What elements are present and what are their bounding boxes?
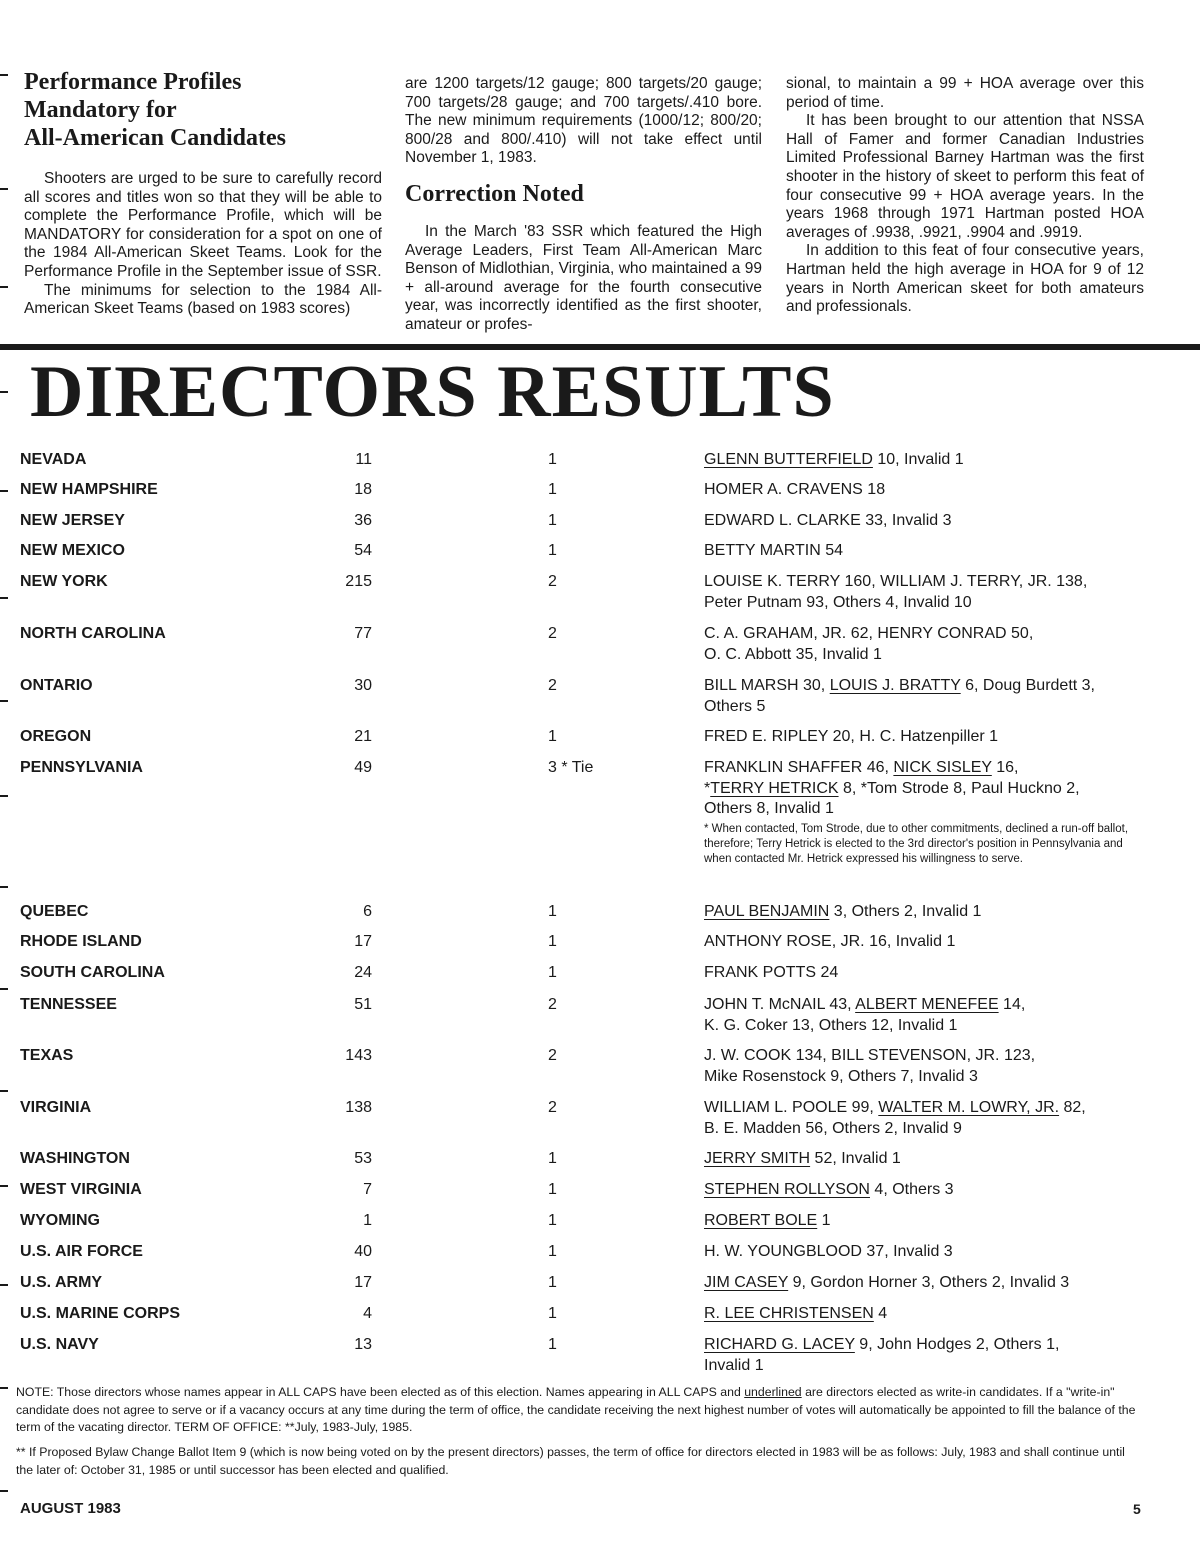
candidate-line <box>704 593 1144 614</box>
write-in-candidate: R. LEE CHRISTENSEN <box>704 1305 874 1322</box>
candidate-line <box>704 779 1144 800</box>
seats-count: 1 <box>548 903 557 920</box>
vote-total: 51 <box>354 996 372 1013</box>
state-name: QUEBEC <box>20 903 89 920</box>
candidate-line <box>704 1180 1144 1201</box>
write-in-candidate: GLENN BUTTERFIELD <box>704 451 873 468</box>
page-number: 5 <box>1133 1501 1141 1517</box>
candidate-text: K. G. Coker 13, Others 12, Invalid 1 <box>704 1016 958 1034</box>
seats-count: 1 <box>548 512 557 529</box>
seats-count: 1 <box>548 964 557 981</box>
state-name: WYOMING <box>20 1212 100 1229</box>
candidate-text: FRED E. RIPLEY 20, H. C. Hatzenpiller 1 <box>704 728 999 745</box>
candidate-text: WILLIAM L. POOLE 99, <box>704 1099 879 1116</box>
vote-total: 21 <box>354 728 372 745</box>
candidate-text: Others 8, Invalid 1 <box>704 800 834 817</box>
page-title: DIRECTORS RESULTS <box>30 351 835 433</box>
profiles-heading-line1: Performance Profiles <box>24 69 242 95</box>
candidate-line <box>704 902 1144 923</box>
candidate-line <box>704 1046 1144 1067</box>
write-in-candidate: TERRY HETRICK <box>710 779 839 797</box>
state-name: U.S. ARMY <box>20 1274 103 1291</box>
candidate-text: B. E. Madden 56, Others 2, Invalid 9 <box>704 1119 962 1137</box>
seats-count: 1 <box>548 728 557 745</box>
candidate-results <box>704 932 1144 953</box>
margin-mark <box>0 391 8 393</box>
candidate-results <box>704 572 1144 613</box>
candidate-results <box>704 541 1144 562</box>
write-in-candidate: NICK SISLEY <box>893 759 992 776</box>
candidate-line <box>704 1356 1144 1377</box>
candidate-results <box>704 1211 1144 1232</box>
state-name: WEST VIRGINIA <box>20 1181 142 1198</box>
candidate-results <box>704 1180 1144 1201</box>
candidate-text: Others 5 <box>704 697 766 715</box>
correction-heading: Correction Noted <box>405 181 584 207</box>
candidate-line <box>704 450 1144 471</box>
candidate-text: FRANK POTTS 24 <box>704 964 839 981</box>
candidate-results <box>704 995 1144 1036</box>
candidate-line <box>704 727 1144 748</box>
vote-total: 49 <box>354 759 372 776</box>
vote-total: 1 <box>363 1212 372 1229</box>
election-note-underlined-word: underlined <box>744 1385 802 1399</box>
vote-total: 53 <box>354 1150 372 1167</box>
candidate-results <box>704 511 1144 532</box>
correction-continuation <box>786 75 1144 317</box>
seats-count: 1 <box>548 451 557 468</box>
candidate-text: 9, Gordon Horner 3, Others 2, Invalid 3 <box>788 1274 1070 1291</box>
candidate-line <box>704 932 1144 953</box>
candidate-text: HOMER A. CRAVENS 18 <box>704 481 886 498</box>
seats-count: 1 <box>548 1150 557 1167</box>
vote-total: 17 <box>354 1274 372 1291</box>
profiles-paragraph-2-continued: are 1200 targets/12 gauge; 800 targets/20 gauge; 700 targets/28 gauge; and 700 targets/.410 bore. The new minimum requirements (1000/12; 800/20; 800/28 and 800/.410) will not take effect until November 1, 1983. <box>405 75 762 167</box>
profiles-heading-line2: Mandatory for <box>24 97 177 123</box>
vote-total: 77 <box>354 625 372 642</box>
candidate-text: JOHN T. McNAIL 43, <box>704 996 856 1013</box>
candidate-text: Invalid 1 <box>704 1356 764 1374</box>
candidate-results <box>704 902 1144 923</box>
seats-count: 1 <box>548 481 557 498</box>
candidate-line <box>704 1067 1144 1088</box>
candidate-line <box>704 1098 1144 1119</box>
seats-count: 1 <box>548 542 557 559</box>
margin-mark <box>0 795 8 797</box>
write-in-candidate: WALTER M. LOWRY, JR. <box>878 1099 1060 1116</box>
vote-total: 143 <box>345 1047 372 1064</box>
seats-count: 1 <box>548 1212 557 1229</box>
candidate-text: * <box>704 779 711 797</box>
candidate-line <box>704 645 1144 666</box>
candidate-line <box>704 624 1144 645</box>
footer-issue-date: AUGUST 1983 <box>20 1500 121 1517</box>
state-name: NEW YORK <box>20 573 108 590</box>
candidate-text: Peter Putnam 93, Others 4, Invalid 10 <box>704 593 972 611</box>
bylaw-note: ** If Proposed Bylaw Change Ballot Item 9 (which is now being voted on by the present directors) passes, the term of office for directors elected in 1983 will be as follows: July, 1983 and shall continue until the later of: October 31, 1985 or until successor has been elected and qualified. <box>16 1445 1125 1477</box>
seats-count: 1 <box>548 1305 557 1322</box>
margin-mark <box>0 1284 8 1286</box>
state-name: WASHINGTON <box>20 1150 130 1167</box>
candidate-results <box>704 480 1144 501</box>
seats-count: 1 <box>548 1274 557 1291</box>
correction-body <box>405 223 762 335</box>
seats-count: 1 <box>548 1336 557 1353</box>
seats-count: 2 <box>548 1047 557 1064</box>
state-name: PENNSYLVANIA <box>20 759 143 776</box>
vote-total: 13 <box>354 1336 372 1353</box>
candidate-line <box>704 1335 1144 1356</box>
candidate-results <box>704 963 1144 984</box>
candidate-text: 8, *Tom Strode 8, Paul Huckno 2, <box>838 779 1080 797</box>
vote-total: 30 <box>354 677 372 694</box>
candidate-results <box>704 727 1144 748</box>
candidate-line <box>704 480 1144 501</box>
candidate-results <box>704 1149 1144 1170</box>
profiles-heading <box>24 68 384 152</box>
candidate-line <box>704 799 1144 820</box>
candidate-text: BILL MARSH 30, <box>704 677 830 694</box>
vote-total: 54 <box>354 542 372 559</box>
seats-count: 1 <box>548 933 557 950</box>
profiles-continuation <box>405 75 762 168</box>
correction-paragraph-1-continued: sional, to maintain a 99 + HOA average over this period of time. <box>786 75 1144 111</box>
margin-mark <box>0 1090 8 1092</box>
seats-count: 2 <box>548 996 557 1013</box>
vote-total: 6 <box>363 903 372 920</box>
margin-mark <box>0 188 8 190</box>
vote-total: 11 <box>355 451 372 468</box>
candidate-text: O. C. Abbott 35, Invalid 1 <box>704 645 882 663</box>
candidate-results <box>704 1304 1144 1325</box>
state-name: TEXAS <box>20 1047 74 1064</box>
margin-mark <box>0 886 8 888</box>
write-in-candidate: JIM CASEY <box>704 1274 789 1291</box>
candidate-line <box>704 1273 1144 1294</box>
vote-total: 24 <box>354 964 372 981</box>
candidate-text: 16, <box>991 759 1019 776</box>
margin-mark <box>0 1387 8 1389</box>
state-name: RHODE ISLAND <box>20 933 142 950</box>
candidate-results <box>704 1046 1144 1087</box>
candidate-text: LOUISE K. TERRY 160, WILLIAM J. TERRY, JR. 138, <box>704 573 1088 590</box>
election-note-part-a: NOTE: Those directors whose names appear in ALL CAPS have been elected as of this election. Names appearing in ALL CAPS and <box>16 1385 745 1399</box>
section-divider <box>0 344 1200 350</box>
candidate-line <box>704 697 1144 718</box>
state-name: NORTH CAROLINA <box>20 625 166 642</box>
margin-mark <box>0 597 8 599</box>
candidate-text: Mike Rosenstock 9, Others 7, Invalid 3 <box>704 1067 978 1085</box>
pennsylvania-footnote: * When contacted, Tom Strode, due to other commitments, declined a run-off ballot, therefore; Terry Hetrick is elected to the 3rd director's position in Pennsylvania and when contacted Mr. Hetrick expressed his willingness to serve. <box>704 823 1129 865</box>
candidate-results <box>704 1242 1144 1263</box>
seats-count: 1 <box>548 1243 557 1260</box>
candidate-text: 6, Doug Burdett 3, <box>960 677 1095 694</box>
candidate-line <box>704 758 1144 779</box>
state-name: U.S. MARINE CORPS <box>20 1305 181 1322</box>
state-name: U.S. AIR FORCE <box>20 1243 143 1260</box>
state-name: TENNESSEE <box>20 996 117 1013</box>
margin-mark <box>0 988 8 990</box>
write-in-candidate: ALBERT MENEFEE <box>855 996 999 1013</box>
candidate-results <box>704 624 1144 665</box>
write-in-candidate: LOUIS J. BRATTY <box>829 677 961 694</box>
candidate-results <box>704 1273 1144 1294</box>
margin-mark <box>0 286 8 288</box>
candidate-line <box>704 1211 1144 1232</box>
write-in-candidate: ROBERT BOLE <box>704 1212 818 1229</box>
vote-total: 36 <box>354 512 372 529</box>
candidate-line <box>704 1119 1144 1140</box>
candidate-text: 52, Invalid 1 <box>810 1150 901 1167</box>
candidate-results <box>704 676 1144 717</box>
candidate-line <box>704 1149 1144 1170</box>
candidate-text: 4 <box>873 1305 888 1322</box>
correction-paragraph-1: In the March '83 SSR which featured the High Average Leaders, First Team All-American Marc Benson of Midlothian, Virginia, who maintained a 99 + all-around average for the fourth consecutive year, was incorrectly identified as the first shooter, amateur or profes- <box>405 223 762 333</box>
state-name: SOUTH CAROLINA <box>20 964 165 981</box>
seats-count: 2 <box>548 1099 557 1116</box>
candidate-text: 82, <box>1059 1099 1086 1116</box>
candidate-line <box>704 572 1144 593</box>
candidate-text: 14, <box>998 996 1026 1013</box>
candidate-text: ANTHONY ROSE, JR. 16, Invalid 1 <box>704 933 956 950</box>
candidate-text: FRANKLIN SHAFFER 46, <box>704 759 894 776</box>
state-name: OREGON <box>20 728 92 745</box>
vote-total: 4 <box>363 1305 372 1322</box>
seats-count: 2 <box>548 677 557 694</box>
seats-count: 2 <box>548 625 557 642</box>
election-note-part-b: are directors elected as write-in candidates. If a "write-in" candidate does not agree to serve or if a vacancy occurs at any time during the term of office, the candidate receiving the next highest number of votes will automatically be appointed to fill the balance of the term of the vacating director. TERM OF OFFICE: **July, 1983-July, 1985. <box>16 1385 1136 1434</box>
vote-total: 17 <box>354 933 372 950</box>
profiles-paragraph-1: Shooters are urged to be sure to carefully record all scores and titles won so that they will be able to complete the Performance Profile, which will be MANDATORY for consideration for a spot on one of the 1984 All-American Skeet Teams. Look for the Performance Profile in the September issue of SSR. <box>24 170 382 280</box>
write-in-candidate: JERRY SMITH <box>704 1150 811 1167</box>
vote-total: 40 <box>354 1243 372 1260</box>
candidate-line <box>704 1304 1144 1325</box>
margin-mark <box>0 1490 8 1492</box>
candidate-line <box>704 1016 1144 1037</box>
candidate-line <box>704 676 1144 697</box>
write-in-candidate: PAUL BENJAMIN <box>704 903 830 920</box>
state-name: NEW JERSEY <box>20 512 125 529</box>
candidate-text: 10, Invalid 1 <box>872 451 964 468</box>
vote-total: 138 <box>345 1099 372 1116</box>
correction-paragraph-2: It has been brought to our attention that NSSA Hall of Famer and former Canadian Industries Limited Professional Barney Hartman was the first shooter in the history of skeet to perform this feat of four consecutive 99 + HOA average years. In the years 1968 through 1971 Hartman posted HOA averages of .9938, .9921, .9904 and .9919. <box>786 112 1144 241</box>
candidate-text: 1 <box>817 1212 831 1229</box>
candidate-text: BETTY MARTIN 54 <box>704 542 843 559</box>
candidate-text: H. W. YOUNGBLOOD 37, Invalid 3 <box>704 1243 953 1260</box>
candidate-text: 9, John Hodges 2, Others 1, <box>854 1336 1060 1353</box>
state-name: U.S. NAVY <box>20 1336 99 1353</box>
election-note <box>16 1384 1136 1437</box>
state-name: NEW HAMPSHIRE <box>20 481 158 498</box>
candidate-text: C. A. GRAHAM, JR. 62, HENRY CONRAD 50, <box>704 625 1034 642</box>
state-name: ONTARIO <box>20 677 93 694</box>
candidate-results <box>704 758 1144 820</box>
candidate-text: 4, Others 3 <box>869 1181 954 1198</box>
candidate-results <box>704 1098 1144 1139</box>
write-in-candidate: RICHARD G. LACEY <box>704 1336 855 1353</box>
candidate-line <box>704 1242 1144 1263</box>
margin-mark <box>0 700 8 702</box>
candidate-text: EDWARD L. CLARKE 33, Invalid 3 <box>704 512 952 529</box>
state-name: NEW MEXICO <box>20 542 125 559</box>
profiles-body <box>24 170 382 319</box>
candidate-line <box>704 995 1144 1016</box>
candidate-line <box>704 963 1144 984</box>
candidate-text: 3, Others 2, Invalid 1 <box>829 903 982 920</box>
vote-total: 215 <box>345 573 372 590</box>
profiles-paragraph-2: The minimums for selection to the 1984 All-American Skeet Teams (based on 1983 scores) <box>24 281 382 318</box>
seats-count: 3 * Tie <box>548 759 594 776</box>
state-name: VIRGINIA <box>20 1099 92 1116</box>
seats-count: 1 <box>548 1181 557 1198</box>
candidate-results <box>704 1335 1144 1376</box>
margin-mark <box>0 490 8 492</box>
state-name: NEVADA <box>20 451 87 468</box>
candidate-results <box>704 450 1144 471</box>
margin-mark <box>0 1185 8 1187</box>
candidate-text: J. W. COOK 134, BILL STEVENSON, JR. 123, <box>704 1047 1036 1064</box>
vote-total: 18 <box>354 481 372 498</box>
correction-paragraph-3: In addition to this feat of four consecutive years, Hartman held the high average in HOA for 9 of 12 years in North American skeet for both amateurs and professionals. <box>786 242 1144 316</box>
candidate-line <box>704 541 1144 562</box>
candidate-line <box>704 511 1144 532</box>
write-in-candidate: STEPHEN ROLLYSON <box>704 1181 870 1198</box>
seats-count: 2 <box>548 573 557 590</box>
profiles-heading-line3: All-American Candidates <box>24 125 286 151</box>
vote-total: 7 <box>363 1181 372 1198</box>
margin-mark <box>0 74 8 76</box>
